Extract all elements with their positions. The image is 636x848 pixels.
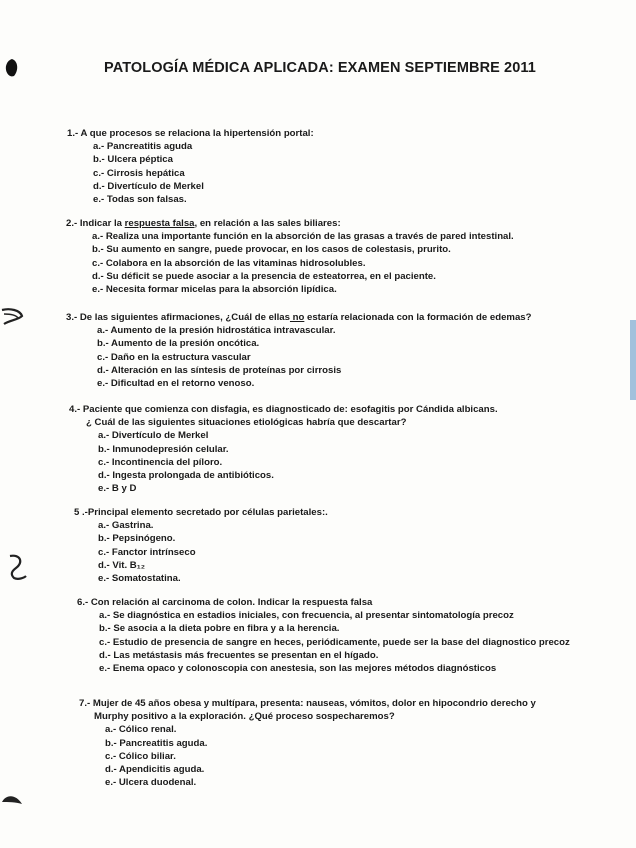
option-e: e.- Enema opaco y colonoscopia con anestesia, son las mejores métodos diagnósticos xyxy=(99,663,497,675)
option-d: d.- Apendicitis aguda. xyxy=(105,764,205,776)
options-list xyxy=(105,723,536,789)
stem-underlined: respuesta falsa xyxy=(124,218,195,229)
option-a: a.- Cólico renal. xyxy=(105,724,177,736)
option-a: a.- Se diagnóstica en estadios iniciales, con frecuencia, al presentar sintomatología precoz xyxy=(99,610,514,622)
option-a: a.- Aumento de la presión hidrostática intravascular. xyxy=(97,325,336,337)
option-e: e.- B y D xyxy=(98,483,137,495)
question-stem xyxy=(66,311,531,324)
question-stem: 5 .-Principal elemento secretado por células parietales:. xyxy=(74,507,328,518)
option-b: b.- Su aumento en sangre, puede provocar, en los casos de colestasis, prurito. xyxy=(92,244,451,256)
stem-text: 3.- De las siguientes afirmaciones, ¿Cuál de ellas xyxy=(66,312,290,323)
option-e: e.- Somatostatina. xyxy=(98,573,181,585)
question-4 xyxy=(69,403,498,495)
option-c: c.- Fanctor intrínseco xyxy=(98,546,196,558)
question-stem: 6.- Con relación al carcinoma de colon. Indicar la respuesta falsa xyxy=(77,597,373,608)
option-e: e.- Dificultad en el retorno venoso. xyxy=(97,378,255,390)
binder-hole-mark-lower xyxy=(4,552,30,582)
option-b: b.- Ulcera péptica xyxy=(93,154,173,166)
binder-hole-mark-bottom xyxy=(0,792,24,810)
question-5 xyxy=(74,506,328,585)
question-stem xyxy=(66,217,514,230)
stem-text-end: estaría relacionada con la formación de edemas? xyxy=(304,312,532,323)
stem-underlined: no xyxy=(289,312,305,323)
question-7 xyxy=(79,697,536,789)
option-a: a.- Realiza una importante función en la absorción de las grasas a través de pared intestinal. xyxy=(92,231,514,243)
stem-text-end: , en relación a las sales biliares: xyxy=(194,218,341,229)
option-c: c.- Colabora en la absorción de las vitaminas hidrosolubles. xyxy=(92,257,366,269)
question-stem: 7.- Mujer de 45 años obesa y multípara, presenta: nauseas, vómitos, dolor en hipocondrio derecho y xyxy=(79,698,536,709)
question-stem-line2: ¿ Cuál de las siguientes situaciones etiológicas habría que descartar? xyxy=(86,417,407,429)
exam-title: PATOLOGÍA MÉDICA APLICADA: EXAMEN SEPTIEMBRE 2011 xyxy=(104,60,536,76)
option-b: b.- Inmunodepresión celular. xyxy=(98,443,229,455)
option-c: c.- Estudio de presencia de sangre en heces, periódicamente, puede ser la base del diagnostico precoz xyxy=(99,636,570,648)
question-3 xyxy=(66,311,531,390)
option-d: d.- Divertículo de Merkel xyxy=(93,180,204,192)
question-stem: 4.- Paciente que comienza con disfagia, es diagnosticado de: esofagitis por Cándida albicans. xyxy=(69,404,498,415)
option-b: b.- Pepsinógeno. xyxy=(98,533,176,545)
option-b: b.- Pancreatitis aguda. xyxy=(105,737,208,749)
option-c: c.- Incontinencia del píloro. xyxy=(98,456,223,468)
option-d: d.- Su déficit se puede asociar a la presencia de esteatorrea, en el paciente. xyxy=(92,270,436,282)
question-stem: 1.- A que procesos se relaciona la hipertensión portal: xyxy=(67,128,314,139)
options-list xyxy=(98,429,498,495)
option-a: a.- Divertículo de Merkel xyxy=(98,430,209,442)
binder-hole-mark-middle xyxy=(0,306,26,328)
question-6 xyxy=(77,596,570,675)
option-d: d.- Las metástasis más frecuentes se presentan en el hígado. xyxy=(99,649,379,661)
binder-hole-mark-top xyxy=(4,58,20,78)
option-e: e.- Ulcera duodenal. xyxy=(105,777,197,789)
options-list xyxy=(99,609,570,675)
option-d: d.- Vit. B₁₂ xyxy=(98,559,145,571)
options-list xyxy=(98,519,328,585)
option-e: e.- Todas son falsas. xyxy=(93,194,187,206)
option-b: b.- Aumento de la presión oncótica. xyxy=(97,338,260,350)
stem-text: 2.- Indicar la xyxy=(66,218,125,229)
option-b: b.- Se asocia a la dieta pobre en fibra y a la herencia. xyxy=(99,623,340,635)
option-c: c.- Daño en la estructura vascular xyxy=(97,351,251,363)
option-c: c.- Cirrosis hepática xyxy=(93,167,185,179)
option-c: c.- Cólico biliar. xyxy=(105,750,176,762)
option-a: a.- Gastrina. xyxy=(98,520,154,532)
option-a: a.- Pancreatitis aguda xyxy=(93,141,193,153)
question-stem-line2: Murphy positivo a la exploración. ¿Qué proceso sospecharemos? xyxy=(94,711,395,723)
scan-edge-strip xyxy=(630,320,636,400)
option-d: d.- Alteración en las síntesis de proteínas por cirrosis xyxy=(97,364,342,376)
option-e: e.- Necesita formar micelas para la absorción lipídica. xyxy=(92,284,337,296)
options-list xyxy=(93,140,314,206)
option-d: d.- Ingesta prolongada de antibióticos. xyxy=(98,470,274,482)
options-list xyxy=(97,324,531,390)
options-list xyxy=(92,230,514,296)
question-2 xyxy=(66,217,514,296)
question-1 xyxy=(67,127,314,206)
